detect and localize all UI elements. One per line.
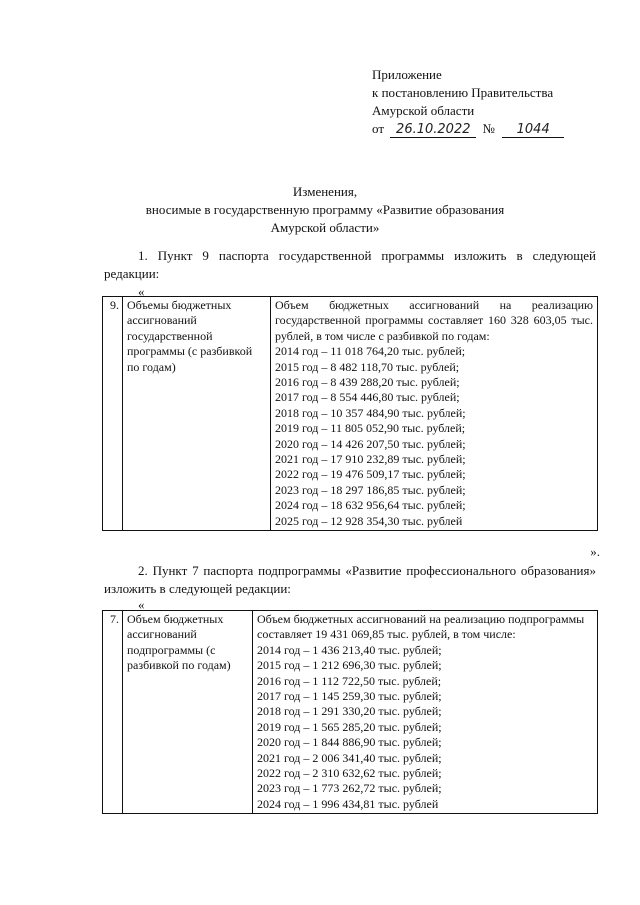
from-label: от xyxy=(372,121,385,136)
row-label: Объемы бюджетных ассигнований государственной программы (с разбивкой по годам) xyxy=(123,297,271,531)
appendix-title: Приложение xyxy=(372,67,442,82)
year-line: 2018 год – 1 291 330,20 тыс. рублей; xyxy=(257,704,442,719)
year-line: 2020 год – 14 426 207,50 тыс. рублей; xyxy=(275,436,466,451)
table-row xyxy=(103,611,598,814)
year-line: 2018 год – 10 357 484,90 тыс. рублей; xyxy=(275,405,466,420)
item-1-text: 1. Пункт 9 паспорта государственной программы изложить в следующей редакции: xyxy=(104,248,596,281)
item-2-text: 2. Пункт 7 паспорта подпрограммы «Развитие профессионального образования» изложить в следующей редакции: xyxy=(104,563,596,596)
row-content xyxy=(271,297,598,531)
year-line: 2024 год – 1 996 434,81 тыс. рублей xyxy=(257,796,439,811)
item-2-table xyxy=(102,610,598,814)
item-1-quote-open: « xyxy=(138,284,145,299)
year-line: 2016 год – 8 439 288,20 тыс. рублей; xyxy=(275,375,460,390)
row-intro: Объем бюджетных ассигнований на реализацию государственной программы составляет 160 328 603,05 тыс. рублей, в том числе с разбивкой по годам: xyxy=(275,298,593,343)
year-line: 2015 год – 1 212 696,30 тыс. рублей; xyxy=(257,658,442,673)
year-line: 2021 год – 17 910 232,89 тыс. рублей; xyxy=(275,452,466,467)
appendix-date-number xyxy=(372,120,612,138)
year-line: 2019 год – 11 805 052,90 тыс. рублей; xyxy=(275,421,466,436)
year-line: 2022 год – 19 476 509,17 тыс. рублей; xyxy=(275,467,466,482)
handwritten-date: 26.10.2022 xyxy=(390,122,476,138)
year-line: 2023 год – 18 297 186,85 тыс. рублей; xyxy=(275,482,466,497)
row-label: Объем бюджетных ассигнований подпрограммы (с разбивкой по годам) xyxy=(123,611,253,814)
year-line: 2017 год – 8 554 446,80 тыс. рублей; xyxy=(275,390,460,405)
year-line: 2017 год – 1 145 259,30 тыс. рублей; xyxy=(257,689,442,704)
item-2-quote-open: « xyxy=(138,597,145,612)
year-line: 2023 год – 1 773 262,72 тыс. рублей; xyxy=(257,781,442,796)
row-number: 9. xyxy=(103,297,123,531)
item-1-table xyxy=(102,296,598,531)
year-line: 2014 год – 11 018 764,20 тыс. рублей; xyxy=(275,344,466,359)
number-label: № xyxy=(482,121,495,136)
row-number: 7. xyxy=(103,611,123,814)
title-line-3: Амурской области» xyxy=(270,220,380,235)
year-line: 2025 год – 12 928 354,30 тыс. рублей xyxy=(275,513,463,528)
year-line: 2021 год – 2 006 341,40 тыс. рублей; xyxy=(257,750,442,765)
year-line: 2019 год – 1 565 285,20 тыс. рублей; xyxy=(257,719,442,734)
row-intro: Объем бюджетных ассигнований на реализацию подпрограммы составляет 19 431 069,85 тыс. рублей, в том числе: xyxy=(257,612,585,642)
appendix-header xyxy=(372,66,612,138)
appendix-resolution: к постановлению Правительства xyxy=(372,85,554,100)
document-title xyxy=(90,183,560,237)
title-line-2: вносимые в государственную программу «Развитие образования xyxy=(145,202,505,217)
year-line: 2024 год – 18 632 956,64 тыс. рублей; xyxy=(275,498,466,513)
handwritten-number: 1044 xyxy=(502,122,564,138)
row-content xyxy=(253,611,598,814)
item-1-quote-close: ». xyxy=(590,544,600,559)
year-line: 2014 год – 1 436 213,40 тыс. рублей; xyxy=(257,642,442,657)
title-line-1: Изменения, xyxy=(292,184,358,199)
table-row xyxy=(103,297,598,531)
year-line: 2022 год – 2 310 632,62 тыс. рублей; xyxy=(257,766,442,781)
year-line: 2015 год – 8 482 118,70 тыс. рублей; xyxy=(275,359,460,374)
year-line: 2016 год – 1 112 722,50 тыс. рублей; xyxy=(257,673,442,688)
year-line: 2020 год – 1 844 886,90 тыс. рублей; xyxy=(257,735,442,750)
appendix-region: Амурской области xyxy=(372,103,475,118)
